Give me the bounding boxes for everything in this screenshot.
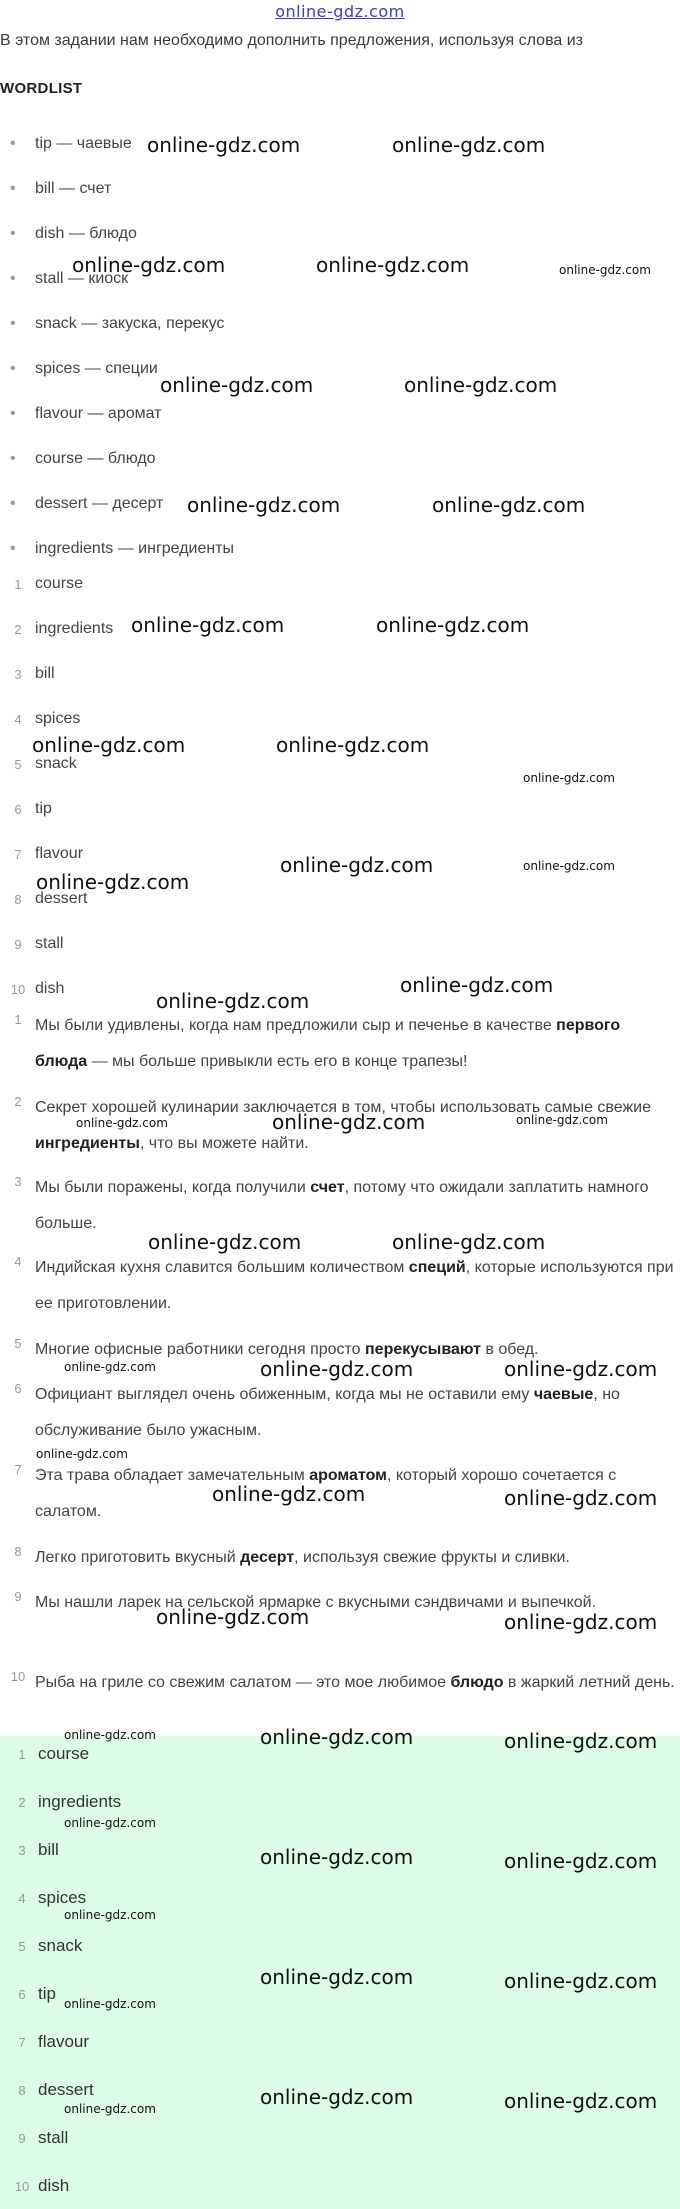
watermark: online-gdz.com: [280, 853, 434, 877]
watermark: online-gdz.com: [187, 493, 341, 517]
wordlist-item: • ingredients — ингредиенты: [10, 540, 234, 558]
watermark: online-gdz.com: [392, 1230, 546, 1254]
watermark: online-gdz.com: [64, 1728, 156, 1742]
watermark: online-gdz.com: [504, 1610, 658, 1634]
wordlist-item: • course — блюдо: [10, 450, 156, 468]
watermark: online-gdz.com: [400, 973, 554, 997]
watermark: online-gdz.com: [523, 859, 615, 873]
watermark: online-gdz.com: [392, 133, 546, 157]
watermark: online-gdz.com: [316, 253, 470, 277]
watermark: online-gdz.com: [131, 613, 285, 637]
watermark: online-gdz.com: [504, 1486, 658, 1510]
answer-panel: 1 course 2 ingredients 3 bill 4 spices 5 snack 6 tip 7 flavour 8 dessert 9 stall 10 dish: [0, 1736, 680, 2209]
watermark: online-gdz.com: [260, 1965, 414, 1989]
watermark: online-gdz.com: [260, 2085, 414, 2109]
watermark: online-gdz.com: [516, 1113, 608, 1127]
watermark: online-gdz.com: [160, 373, 314, 397]
watermark: online-gdz.com: [276, 733, 430, 757]
watermark: online-gdz.com: [156, 1605, 310, 1629]
watermark: online-gdz.com: [260, 1357, 414, 1381]
watermark: online-gdz.com: [523, 771, 615, 785]
intro-text: В этом задании нам необходимо дополнить предложения, используя слова из: [0, 32, 584, 49]
watermark: online-gdz.com: [64, 1997, 156, 2011]
wordlist-item: • dessert — десерт: [10, 495, 163, 513]
watermark: online-gdz.com: [376, 613, 530, 637]
watermark: online-gdz.com: [72, 253, 226, 277]
watermark: online-gdz.com: [64, 1816, 156, 1830]
watermark: online-gdz.com: [76, 1116, 168, 1130]
watermark: online-gdz.com: [64, 2102, 156, 2116]
wordlist-item: • spices — специи: [10, 360, 158, 378]
watermark: online-gdz.com: [404, 373, 558, 397]
watermark: online-gdz.com: [156, 989, 310, 1013]
watermark: online-gdz.com: [432, 493, 586, 517]
watermark: online-gdz.com: [148, 1230, 302, 1254]
watermark: online-gdz.com: [272, 1110, 426, 1134]
wordlist-item: • snack — закуска, перекус: [10, 315, 224, 333]
watermark: online-gdz.com: [559, 263, 651, 277]
wordlist-item: • stall — киоск: [10, 270, 128, 288]
watermark: online-gdz.com: [36, 1447, 128, 1461]
wordlist-item: • bill — счет: [10, 180, 111, 198]
watermark: online-gdz.com: [504, 1729, 658, 1753]
wordlist-item: • flavour — аромат: [10, 405, 161, 423]
wordlist-item: • dish — блюдо: [10, 225, 137, 243]
watermark: online-gdz.com: [32, 733, 186, 757]
watermark: online-gdz.com: [504, 1969, 658, 1993]
watermark: online-gdz.com: [260, 1725, 414, 1749]
watermark: online-gdz.com: [260, 1845, 414, 1869]
watermark: online-gdz.com: [36, 870, 190, 894]
wordlist-heading: WORDLIST: [0, 80, 83, 97]
watermark: online-gdz.com: [504, 1357, 658, 1381]
watermark: online-gdz.com: [64, 1360, 156, 1374]
wordlist-item: • tip — чаевые: [10, 135, 132, 153]
watermark: online-gdz.com: [504, 2089, 658, 2113]
watermark: online-gdz.com: [147, 133, 301, 157]
watermark: online-gdz.com: [212, 1482, 366, 1506]
watermark: online-gdz.com: [504, 1849, 658, 1873]
watermark: online-gdz.com: [64, 1908, 156, 1922]
site-link[interactable]: online-gdz.com: [275, 2, 405, 21]
